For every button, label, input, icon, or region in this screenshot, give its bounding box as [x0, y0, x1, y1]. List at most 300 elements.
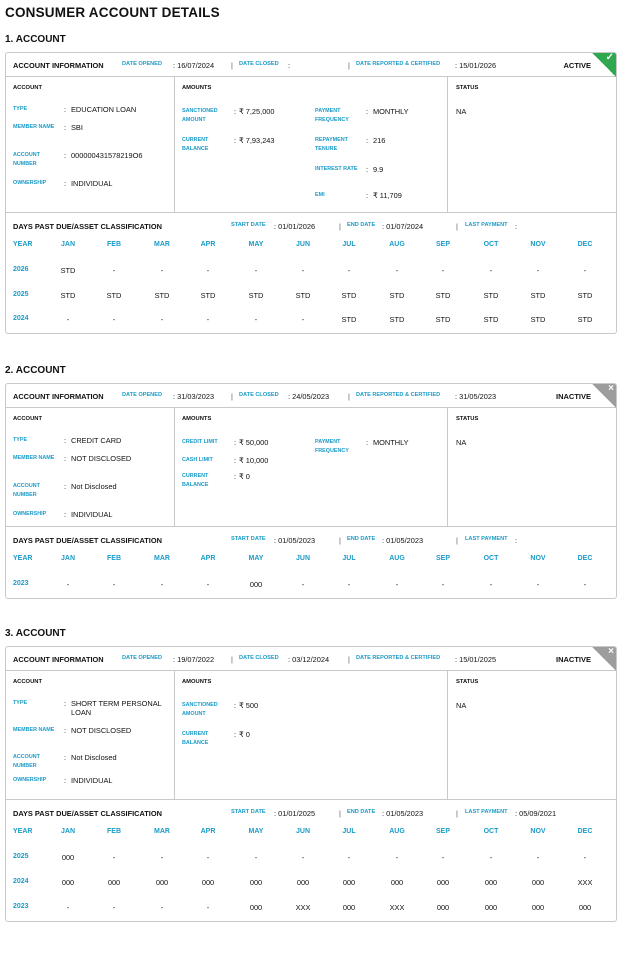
history-cell: XXX: [577, 878, 593, 887]
separator: |: [231, 61, 233, 70]
amounts-section-heading: AMOUNTS: [182, 85, 212, 91]
date-closed-value: : 03/12/2024: [288, 655, 330, 664]
history-cell: -: [160, 580, 164, 589]
history-cell: -: [66, 580, 70, 589]
colon: :: [234, 472, 237, 481]
month-header: FEB: [107, 555, 121, 562]
history-cell: -: [206, 315, 210, 324]
colon: :: [64, 482, 67, 491]
colon: :: [366, 107, 369, 116]
history-cell: -: [441, 853, 445, 862]
start-date-value: : 01/05/2023: [274, 536, 316, 545]
history-cell: 000: [390, 878, 404, 887]
history-cell: -: [254, 315, 258, 324]
history-cell: 000: [249, 903, 263, 912]
month-header: DEC: [577, 241, 593, 248]
history-cell: 000: [201, 878, 215, 887]
amount-label: REPAYMENT TENURE: [315, 137, 348, 152]
end-date-value: : 01/05/2023: [382, 809, 424, 818]
ownership-value: INDIVIDUAL: [71, 510, 113, 519]
amount-value: MONTHLY: [373, 438, 409, 447]
account-information-bar: [6, 647, 616, 671]
type-label: TYPE: [13, 700, 28, 706]
history-cell: XXX: [295, 903, 311, 912]
history-cell: 000: [436, 878, 450, 887]
colon: :: [366, 191, 369, 200]
dpd-bar: [6, 213, 616, 238]
amount-label: INTEREST RATE: [315, 166, 358, 172]
history-cell: STD: [106, 291, 122, 300]
month-header: JUL: [342, 828, 356, 835]
close-icon: ×: [608, 646, 614, 657]
payment-history-grid: [6, 238, 616, 333]
start-date-value: : 01/01/2025: [274, 809, 316, 818]
dpd-section: [6, 527, 616, 598]
history-cell: -: [206, 853, 210, 862]
history-cell: -: [206, 266, 210, 275]
year-cell: 2024: [13, 315, 29, 322]
amount-value: MONTHLY: [373, 107, 409, 116]
month-header: DEC: [577, 828, 593, 835]
separator: |: [456, 809, 458, 818]
history-cell: STD: [577, 315, 593, 324]
ownership-value: INDIVIDUAL: [71, 776, 113, 785]
month-header: APR: [200, 555, 216, 562]
colon: :: [366, 136, 369, 145]
history-cell: 000: [436, 903, 450, 912]
date-reported-value: : 31/05/2023: [455, 392, 497, 401]
account-number-label: ACCOUNT NUMBER: [13, 483, 40, 498]
history-cell: STD: [154, 291, 170, 300]
month-header: MAR: [154, 828, 170, 835]
status-corner: [592, 647, 616, 671]
history-cell: -: [160, 266, 164, 275]
month-header: SEP: [435, 555, 451, 562]
month-header: FEB: [107, 241, 121, 248]
separator: |: [339, 536, 341, 545]
month-header: JAN: [60, 241, 76, 248]
history-cell: STD: [248, 291, 264, 300]
year-cell: 2025: [13, 853, 29, 860]
dpd-label: DAYS PAST DUE/ASSET CLASSIFICATION: [13, 222, 162, 231]
end-date-value: : 01/05/2023: [382, 536, 424, 545]
amount-label: SANCTIONED AMOUNT: [182, 108, 218, 123]
year-cell: 2026: [13, 266, 29, 273]
date-reported-label: DATE REPORTED & CERTIFIED: [356, 392, 441, 398]
member-name-label: MEMBER NAME: [13, 124, 55, 130]
colon: :: [64, 699, 67, 708]
history-cell: 000: [155, 878, 169, 887]
history-cell: -: [441, 580, 445, 589]
status-value: NA: [456, 107, 467, 116]
history-cell: -: [536, 853, 540, 862]
divider: [174, 77, 175, 212]
amount-value: 9.9: [373, 165, 384, 174]
amount-label: PAYMENT FREQUENCY: [315, 439, 349, 454]
colon: :: [64, 436, 67, 445]
start-date-label: START DATE: [231, 809, 266, 815]
amount-value: ₹ 7,25,000: [239, 107, 275, 116]
history-cell: -: [112, 853, 116, 862]
amount-value: ₹ 11,709: [373, 191, 402, 200]
month-header: APR: [200, 241, 216, 248]
history-cell: -: [301, 853, 305, 862]
month-header: OCT: [483, 241, 499, 248]
amount-label: EMI: [315, 192, 325, 198]
date-reported-value: : 15/01/2026: [455, 61, 497, 70]
history-cell: -: [347, 853, 351, 862]
divider: [447, 408, 448, 526]
history-cell: STD: [435, 315, 451, 324]
member-name-label: MEMBER NAME: [13, 727, 55, 733]
account-details-sections: [6, 408, 616, 527]
year-header: YEAR: [13, 828, 33, 835]
colon: :: [64, 151, 67, 160]
type-label: TYPE: [13, 106, 28, 112]
amount-label: CURRENT BALANCE: [182, 137, 209, 152]
month-header: JAN: [60, 555, 76, 562]
account-information-bar: [6, 384, 616, 408]
date-closed-value: : 24/05/2023: [288, 392, 330, 401]
history-cell: 000: [578, 903, 592, 912]
history-cell: -: [489, 580, 493, 589]
month-header: AUG: [389, 828, 405, 835]
check-icon: ✓: [605, 52, 614, 63]
history-cell: STD: [389, 315, 405, 324]
separator: |: [456, 536, 458, 545]
account-heading: 1. ACCOUNT: [5, 34, 66, 45]
amount-value: ₹ 0: [239, 730, 250, 739]
history-cell: 000: [342, 903, 356, 912]
year-header: YEAR: [13, 241, 33, 248]
colon: :: [64, 123, 67, 132]
history-cell: STD: [577, 291, 593, 300]
history-cell: STD: [483, 291, 499, 300]
history-cell: STD: [389, 291, 405, 300]
month-header: NOV: [530, 241, 546, 248]
separator: |: [339, 222, 341, 231]
history-cell: -: [112, 580, 116, 589]
start-date-label: START DATE: [231, 222, 266, 228]
account-number-label: ACCOUNT NUMBER: [13, 754, 40, 769]
year-cell: 2023: [13, 580, 29, 587]
member-name-label: MEMBER NAME: [13, 455, 55, 461]
history-cell: STD: [60, 291, 76, 300]
dpd-section: [6, 800, 616, 921]
history-cell: -: [583, 266, 587, 275]
dpd-label: DAYS PAST DUE/ASSET CLASSIFICATION: [13, 536, 162, 545]
account-section-heading: ACCOUNT: [13, 416, 42, 422]
account-number-value: Not Disclosed: [71, 753, 117, 762]
separator: |: [348, 655, 350, 664]
account-status-badge: INACTIVE: [555, 392, 591, 401]
colon: :: [64, 105, 67, 114]
month-header: OCT: [483, 555, 499, 562]
history-cell: 000: [484, 878, 498, 887]
status-section-heading: STATUS: [456, 679, 479, 685]
account-number-value: 000000431578219O6: [71, 151, 143, 160]
amount-label: SANCTIONED AMOUNT: [182, 702, 218, 717]
colon: :: [64, 179, 67, 188]
type-label: TYPE: [13, 437, 28, 443]
amount-label: CURRENT BALANCE: [182, 473, 209, 488]
status-value: NA: [456, 438, 467, 447]
month-header: AUG: [389, 241, 405, 248]
account-heading: 3. ACCOUNT: [5, 628, 66, 639]
history-cell: -: [66, 903, 70, 912]
ownership-label: OWNERSHIP: [13, 511, 47, 517]
start-date-label: START DATE: [231, 536, 266, 542]
payment-history-grid: [6, 552, 616, 598]
account-number-value: Not Disclosed: [71, 482, 117, 491]
last-payment-value: :: [515, 222, 518, 231]
history-cell: 000: [296, 878, 310, 887]
colon: :: [234, 107, 237, 116]
history-cell: -: [536, 580, 540, 589]
account-information-label: ACCOUNT INFORMATION: [13, 655, 104, 664]
colon: :: [64, 753, 67, 762]
end-date-value: : 01/07/2024: [382, 222, 424, 231]
history-cell: -: [160, 903, 164, 912]
divider: [447, 671, 448, 799]
date-opened-label: DATE OPENED: [122, 61, 162, 67]
history-cell: -: [301, 315, 305, 324]
account-information-bar: [6, 53, 616, 77]
history-cell: -: [206, 903, 210, 912]
type-value: SHORT TERM PERSONAL LOAN: [71, 699, 162, 717]
month-header: DEC: [577, 555, 593, 562]
history-cell: -: [583, 853, 587, 862]
account-card: [5, 646, 617, 922]
history-cell: 000: [531, 903, 545, 912]
history-cell: XXX: [389, 903, 405, 912]
date-closed-label: DATE CLOSED: [239, 392, 279, 398]
ownership-label: OWNERSHIP: [13, 180, 47, 186]
amount-value: ₹ 50,000: [239, 438, 269, 447]
separator: |: [456, 222, 458, 231]
history-cell: -: [112, 903, 116, 912]
dpd-section: [6, 213, 616, 333]
divider: [174, 671, 175, 799]
account-details-sections: [6, 671, 616, 800]
amount-value: 216: [373, 136, 386, 145]
year-cell: 2023: [13, 903, 29, 910]
month-header: JUN: [295, 555, 311, 562]
end-date-label: END DATE: [347, 536, 376, 542]
month-header: MAY: [248, 828, 264, 835]
account-section-heading: ACCOUNT: [13, 679, 42, 685]
month-header: SEP: [435, 241, 451, 248]
history-cell: -: [301, 266, 305, 275]
status-corner: [592, 53, 616, 77]
amount-value: ₹ 7,93,243: [239, 136, 275, 145]
history-cell: STD: [200, 291, 216, 300]
colon: :: [234, 438, 237, 447]
history-cell: 000: [249, 878, 263, 887]
last-payment-value: :: [515, 536, 518, 545]
month-header: JAN: [60, 828, 76, 835]
account-card: [5, 383, 617, 599]
colon: :: [64, 454, 67, 463]
history-cell: STD: [341, 315, 357, 324]
month-header: OCT: [483, 828, 499, 835]
history-cell: STD: [295, 291, 311, 300]
history-cell: 000: [61, 878, 75, 887]
amount-value: ₹ 0: [239, 472, 250, 481]
history-cell: STD: [435, 291, 451, 300]
colon: :: [64, 726, 67, 735]
date-opened-value: : 19/07/2022: [173, 655, 215, 664]
last-payment-value: : 05/09/2021: [515, 809, 557, 818]
amount-label: PAYMENT FREQUENCY: [315, 108, 349, 123]
account-details-sections: [6, 77, 616, 213]
status-value: NA: [456, 701, 467, 710]
history-cell: STD: [530, 291, 546, 300]
date-opened-value: : 16/07/2024: [173, 61, 215, 70]
history-cell: -: [254, 266, 258, 275]
status-section-heading: STATUS: [456, 85, 479, 91]
amount-value: ₹ 500: [239, 701, 259, 710]
month-header: MAR: [154, 241, 170, 248]
history-cell: -: [489, 266, 493, 275]
colon: :: [366, 165, 369, 174]
account-number-label: ACCOUNT NUMBER: [13, 152, 40, 167]
dpd-label: DAYS PAST DUE/ASSET CLASSIFICATION: [13, 809, 162, 818]
account-information-label: ACCOUNT INFORMATION: [13, 61, 104, 70]
amount-label: CREDIT LIMIT: [182, 439, 218, 445]
history-cell: STD: [341, 291, 357, 300]
last-payment-label: LAST PAYMENT: [465, 536, 508, 542]
separator: |: [231, 392, 233, 401]
type-value: CREDIT CARD: [71, 436, 122, 445]
account-section-heading: ACCOUNT: [13, 85, 42, 91]
dpd-bar: [6, 800, 616, 825]
colon: :: [234, 701, 237, 710]
history-cell: STD: [60, 266, 76, 275]
date-reported-value: : 15/01/2025: [455, 655, 497, 664]
date-reported-label: DATE REPORTED & CERTIFIED: [356, 61, 441, 67]
history-cell: -: [489, 853, 493, 862]
year-cell: 2024: [13, 878, 29, 885]
month-header: SEP: [435, 828, 451, 835]
month-header: JUL: [342, 241, 356, 248]
status-section-heading: STATUS: [456, 416, 479, 422]
amount-value: ₹ 10,000: [239, 456, 269, 465]
history-cell: -: [66, 315, 70, 324]
date-opened-value: : 31/03/2023: [173, 392, 215, 401]
colon: :: [234, 136, 237, 145]
divider: [174, 408, 175, 526]
year-cell: 2025: [13, 291, 29, 298]
history-cell: 000: [107, 878, 121, 887]
date-opened-label: DATE OPENED: [122, 655, 162, 661]
month-header: MAR: [154, 555, 170, 562]
history-cell: -: [536, 266, 540, 275]
amount-label: CURRENT BALANCE: [182, 731, 209, 746]
ownership-label: OWNERSHIP: [13, 777, 47, 783]
account-heading: 2. ACCOUNT: [5, 365, 66, 376]
colon: :: [64, 776, 67, 785]
date-opened-label: DATE OPENED: [122, 392, 162, 398]
payment-history-grid: [6, 825, 616, 921]
page-title: CONSUMER ACCOUNT DETAILS: [5, 5, 220, 20]
status-corner: [592, 384, 616, 408]
history-cell: 000: [484, 903, 498, 912]
member-name-value: NOT DISCLOSED: [71, 726, 132, 735]
history-cell: 000: [61, 853, 75, 862]
month-header: JUL: [342, 555, 356, 562]
separator: |: [231, 655, 233, 664]
history-cell: 000: [249, 580, 263, 589]
close-icon: ×: [608, 383, 614, 394]
amount-label: CASH LIMIT: [182, 457, 213, 463]
last-payment-label: LAST PAYMENT: [465, 809, 508, 815]
date-closed-label: DATE CLOSED: [239, 61, 279, 67]
last-payment-label: LAST PAYMENT: [465, 222, 508, 228]
start-date-value: : 01/01/2026: [274, 222, 316, 231]
month-header: MAY: [248, 241, 264, 248]
history-cell: -: [347, 580, 351, 589]
history-cell: STD: [483, 315, 499, 324]
colon: :: [234, 456, 237, 465]
history-cell: -: [395, 580, 399, 589]
amounts-section-heading: AMOUNTS: [182, 416, 212, 422]
separator: |: [339, 809, 341, 818]
year-header: YEAR: [13, 555, 33, 562]
date-closed-label: DATE CLOSED: [239, 655, 279, 661]
month-header: JUN: [295, 828, 311, 835]
month-header: AUG: [389, 555, 405, 562]
end-date-label: END DATE: [347, 809, 376, 815]
type-value: EDUCATION LOAN: [71, 105, 137, 114]
member-name-value: NOT DISCLOSED: [71, 454, 132, 463]
history-cell: -: [395, 266, 399, 275]
history-cell: -: [441, 266, 445, 275]
month-header: APR: [200, 828, 216, 835]
history-cell: 000: [342, 878, 356, 887]
member-name-value: SBI: [71, 123, 83, 132]
month-header: FEB: [107, 828, 121, 835]
divider: [447, 77, 448, 212]
separator: |: [348, 392, 350, 401]
end-date-label: END DATE: [347, 222, 376, 228]
history-cell: -: [583, 580, 587, 589]
dpd-bar: [6, 527, 616, 552]
history-cell: 000: [531, 878, 545, 887]
account-status-badge: INACTIVE: [555, 655, 591, 664]
date-reported-label: DATE REPORTED & CERTIFIED: [356, 655, 441, 661]
colon: :: [234, 730, 237, 739]
account-status-badge: ACTIVE: [563, 61, 591, 70]
history-cell: -: [112, 315, 116, 324]
month-header: MAY: [248, 555, 264, 562]
colon: :: [366, 438, 369, 447]
history-cell: -: [254, 853, 258, 862]
month-header: JUN: [295, 241, 311, 248]
history-cell: -: [112, 266, 116, 275]
history-cell: -: [347, 266, 351, 275]
history-cell: -: [395, 853, 399, 862]
account-information-label: ACCOUNT INFORMATION: [13, 392, 104, 401]
month-header: NOV: [530, 555, 546, 562]
separator: |: [348, 61, 350, 70]
history-cell: STD: [530, 315, 546, 324]
month-header: NOV: [530, 828, 546, 835]
account-card: [5, 52, 617, 334]
history-cell: -: [206, 580, 210, 589]
history-cell: -: [160, 315, 164, 324]
colon: :: [64, 510, 67, 519]
